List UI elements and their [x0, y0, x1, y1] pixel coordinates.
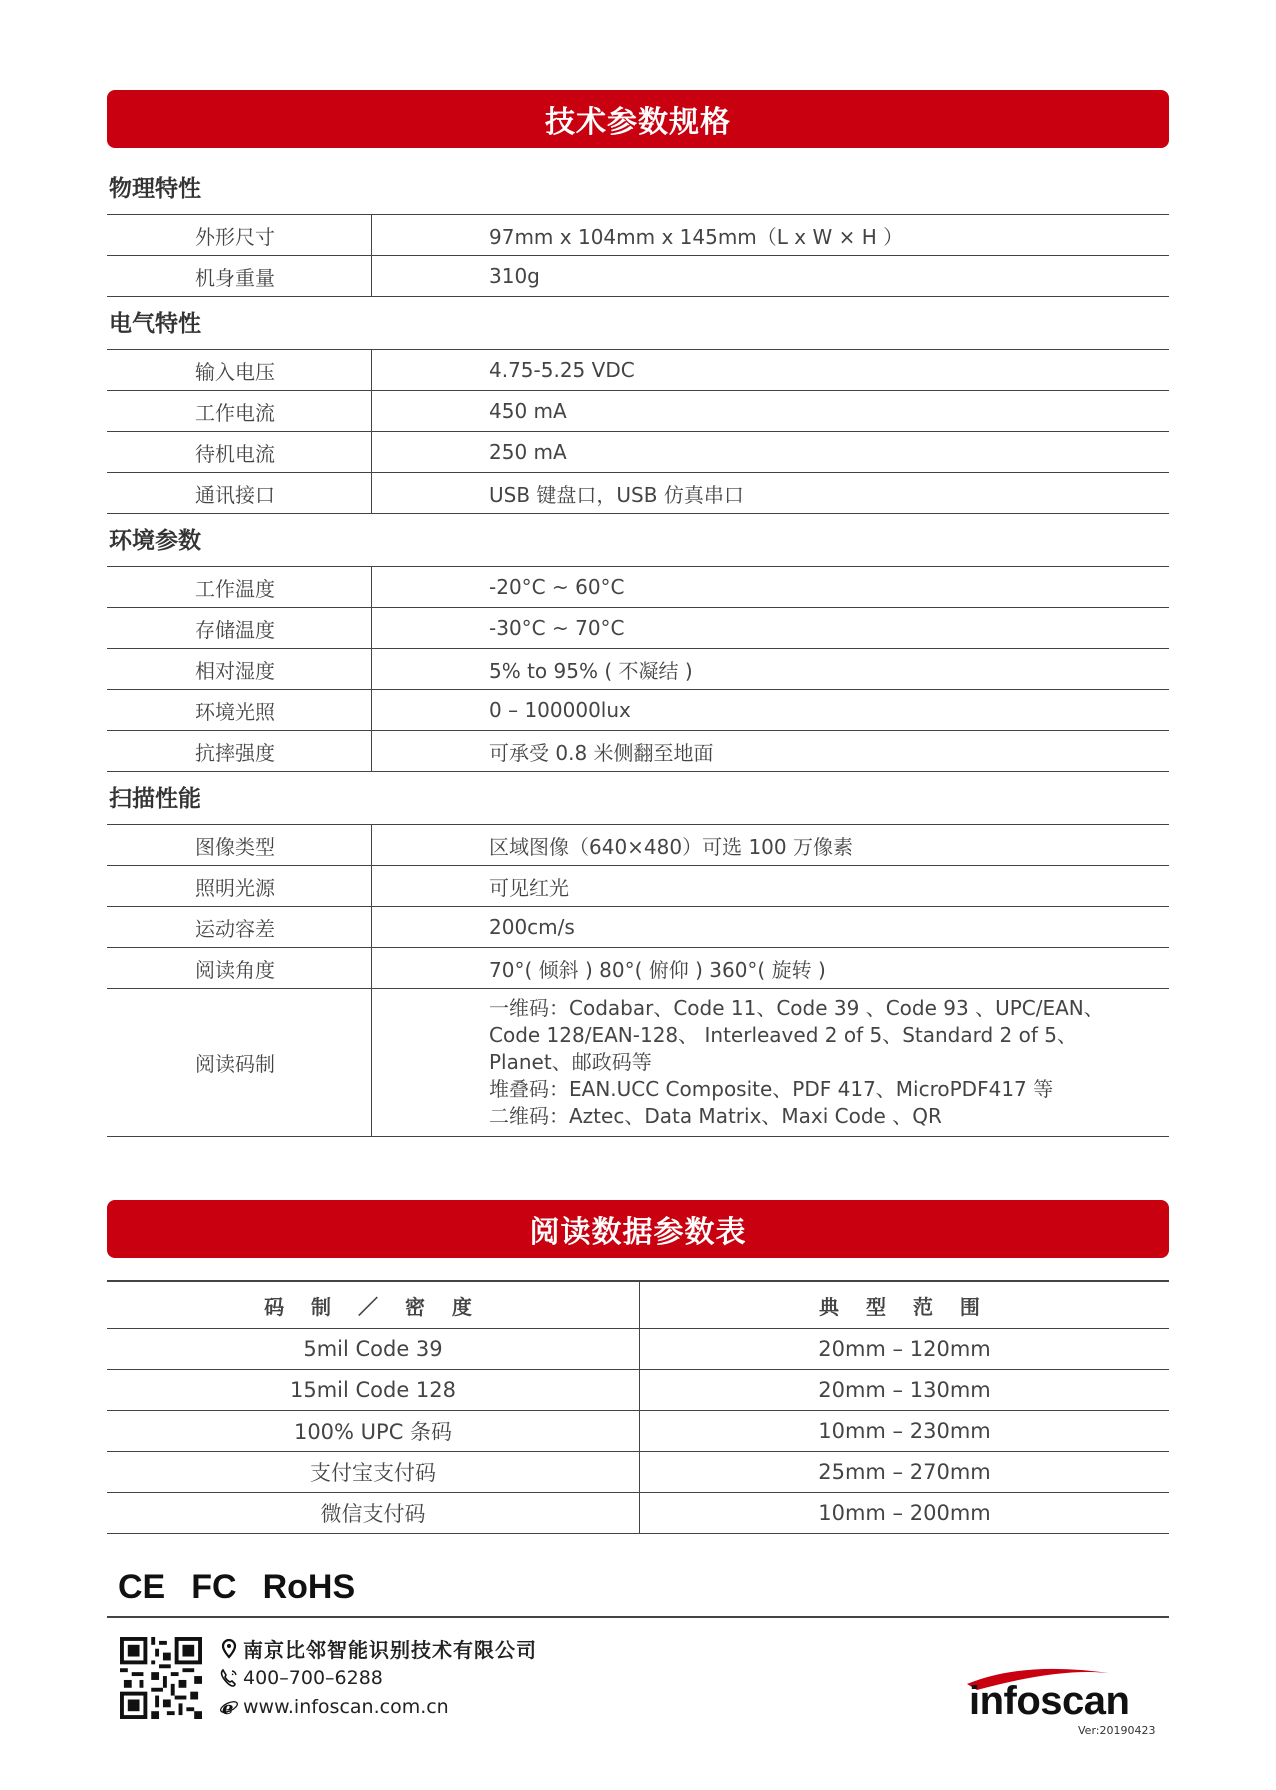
header-cell: 码 制 ／ 密 度	[107, 1282, 640, 1328]
ce-mark-icon: CE	[118, 1568, 166, 1606]
spec-key: 图像类型	[107, 825, 372, 865]
company-name: 南京比邻智能识别技术有限公司	[243, 1638, 537, 1662]
spec-table-electrical	[107, 349, 1169, 514]
spec-value: USB 键盘口，USB 仿真串口	[489, 482, 744, 507]
section-title-electrical: 电气特性	[109, 311, 201, 337]
spec-key: 环境光照	[107, 690, 372, 730]
version-label: Ver:20190423	[1078, 1724, 1156, 1737]
spec-table-physical	[107, 214, 1169, 297]
table-cell: 10mm – 200mm	[818, 1501, 991, 1525]
phone-row	[215, 1663, 537, 1692]
spec-row	[107, 608, 1169, 649]
certification-marks	[118, 1568, 355, 1607]
spec-key: 阅读角度	[107, 948, 372, 988]
symbology-line: Code 128/EAN-128、 Interleaved 2 of 5、Standard 2 of 5、	[489, 1023, 1077, 1047]
table-cell: 10mm – 230mm	[818, 1419, 991, 1443]
table-cell: 15mil Code 128	[107, 1370, 640, 1410]
spec-value: -30°C ~ 70°C	[489, 616, 625, 640]
spec-banner-title: 技术参数规格	[545, 105, 731, 140]
spec-section	[107, 168, 1169, 1143]
spec-key: 工作电流	[107, 391, 372, 431]
table-cell: 20mm – 120mm	[818, 1337, 991, 1361]
spec-value: 可见红光	[489, 875, 569, 900]
table-cell: 5mil Code 39	[107, 1329, 640, 1369]
spec-row	[107, 256, 1169, 297]
spec-row	[107, 907, 1169, 948]
spec-value: 0 – 100000lux	[489, 698, 631, 722]
spec-value: 70°( 倾斜 ) 80°( 俯仰 ) 360°( 旋转 )	[489, 957, 826, 982]
logo-text: infoscan	[969, 1679, 1130, 1720]
read-table	[107, 1280, 1169, 1534]
ie-browser-icon	[215, 1697, 243, 1717]
spec-value: 4.75-5.25 VDC	[489, 358, 635, 382]
spec-table-environment	[107, 566, 1169, 772]
spec-key: 输入电压	[107, 350, 372, 390]
qr-code-icon	[120, 1637, 202, 1719]
section-title-environment: 环境参数	[109, 528, 201, 554]
spec-banner	[107, 90, 1169, 148]
spec-value: -20°C ~ 60°C	[489, 575, 625, 599]
phone-number: 400–700–6288	[243, 1666, 383, 1689]
spec-value: 310g	[489, 264, 540, 288]
company-row	[215, 1634, 537, 1663]
spec-value: 5% to 95% ( 不凝结 )	[489, 658, 693, 683]
read-banner	[107, 1200, 1169, 1258]
spec-value: 97mm x 104mm x 145mm（L x W × H ）	[489, 224, 904, 249]
spec-key: 机身重量	[107, 256, 372, 296]
infoscan-logo-icon	[965, 1664, 1170, 1720]
footer-divider	[107, 1616, 1169, 1618]
spec-key: 通讯接口	[107, 473, 372, 513]
spec-key: 外形尺寸	[107, 215, 372, 255]
spec-value: 可承受 0.8 米侧翻至地面	[489, 740, 714, 765]
spec-value: 200cm/s	[489, 915, 575, 939]
website-row	[215, 1692, 537, 1721]
spec-row	[107, 649, 1169, 690]
spec-table-scanning	[107, 824, 1169, 1137]
spec-row	[107, 825, 1169, 866]
spec-row	[107, 948, 1169, 989]
spec-value: 250 mA	[489, 440, 567, 464]
spec-key: 抗摔强度	[107, 731, 372, 771]
header-cell: 典 型 范 围	[819, 1294, 990, 1319]
spec-row	[107, 350, 1169, 391]
contact-info	[215, 1634, 537, 1721]
spec-row	[107, 432, 1169, 473]
fcc-mark-icon: FC	[191, 1568, 237, 1606]
table-row	[107, 1411, 1169, 1452]
table-row	[107, 1329, 1169, 1370]
table-row	[107, 1493, 1169, 1534]
spec-key: 存储温度	[107, 608, 372, 648]
spec-key: 工作温度	[107, 567, 372, 607]
spec-row-symbology	[107, 989, 1169, 1137]
spec-row	[107, 690, 1169, 731]
symbology-list	[372, 989, 1169, 1136]
symbology-line: 堆叠码：EAN.UCC Composite、PDF 417、MicroPDF417 等	[489, 1077, 1054, 1101]
svg-text:e: e	[222, 1697, 234, 1717]
spec-row	[107, 567, 1169, 608]
spec-row	[107, 391, 1169, 432]
table-cell: 100% UPC 条码	[107, 1411, 640, 1451]
section-title-scanning: 扫描性能	[109, 786, 201, 812]
spec-key: 照明光源	[107, 866, 372, 906]
read-banner-title: 阅读数据参数表	[529, 1215, 747, 1250]
location-pin-icon	[215, 1639, 243, 1659]
phone-icon	[215, 1668, 243, 1688]
website-link[interactable]: www.infoscan.com.cn	[243, 1695, 449, 1718]
spec-key: 运动容差	[107, 907, 372, 947]
table-cell: 20mm – 130mm	[818, 1378, 991, 1402]
spec-key: 相对湿度	[107, 649, 372, 689]
spec-row	[107, 731, 1169, 772]
table-cell: 支付宝支付码	[107, 1452, 640, 1492]
spec-row	[107, 473, 1169, 514]
spec-key: 阅读码制	[107, 989, 372, 1136]
symbology-line: 二维码：Aztec、Data Matrix、Maxi Code 、QR	[489, 1104, 942, 1128]
table-row	[107, 1370, 1169, 1411]
table-row	[107, 1452, 1169, 1493]
symbology-line: Planet、邮政码等	[489, 1050, 652, 1074]
spec-row	[107, 215, 1169, 256]
table-cell: 25mm – 270mm	[818, 1460, 991, 1484]
spec-value: 450 mA	[489, 399, 567, 423]
spec-value: 区域图像（640×480）可选 100 万像素	[489, 834, 853, 859]
table-cell: 微信支付码	[107, 1493, 640, 1533]
spec-row	[107, 866, 1169, 907]
symbology-line: 一维码：Codabar、Code 11、Code 39 、Code 93 、UPC/EAN、	[489, 996, 1104, 1020]
rohs-mark-icon: RoHS	[262, 1568, 356, 1606]
section-title-physical: 物理特性	[109, 176, 201, 202]
spec-key: 待机电流	[107, 432, 372, 472]
table-header	[107, 1282, 1169, 1329]
